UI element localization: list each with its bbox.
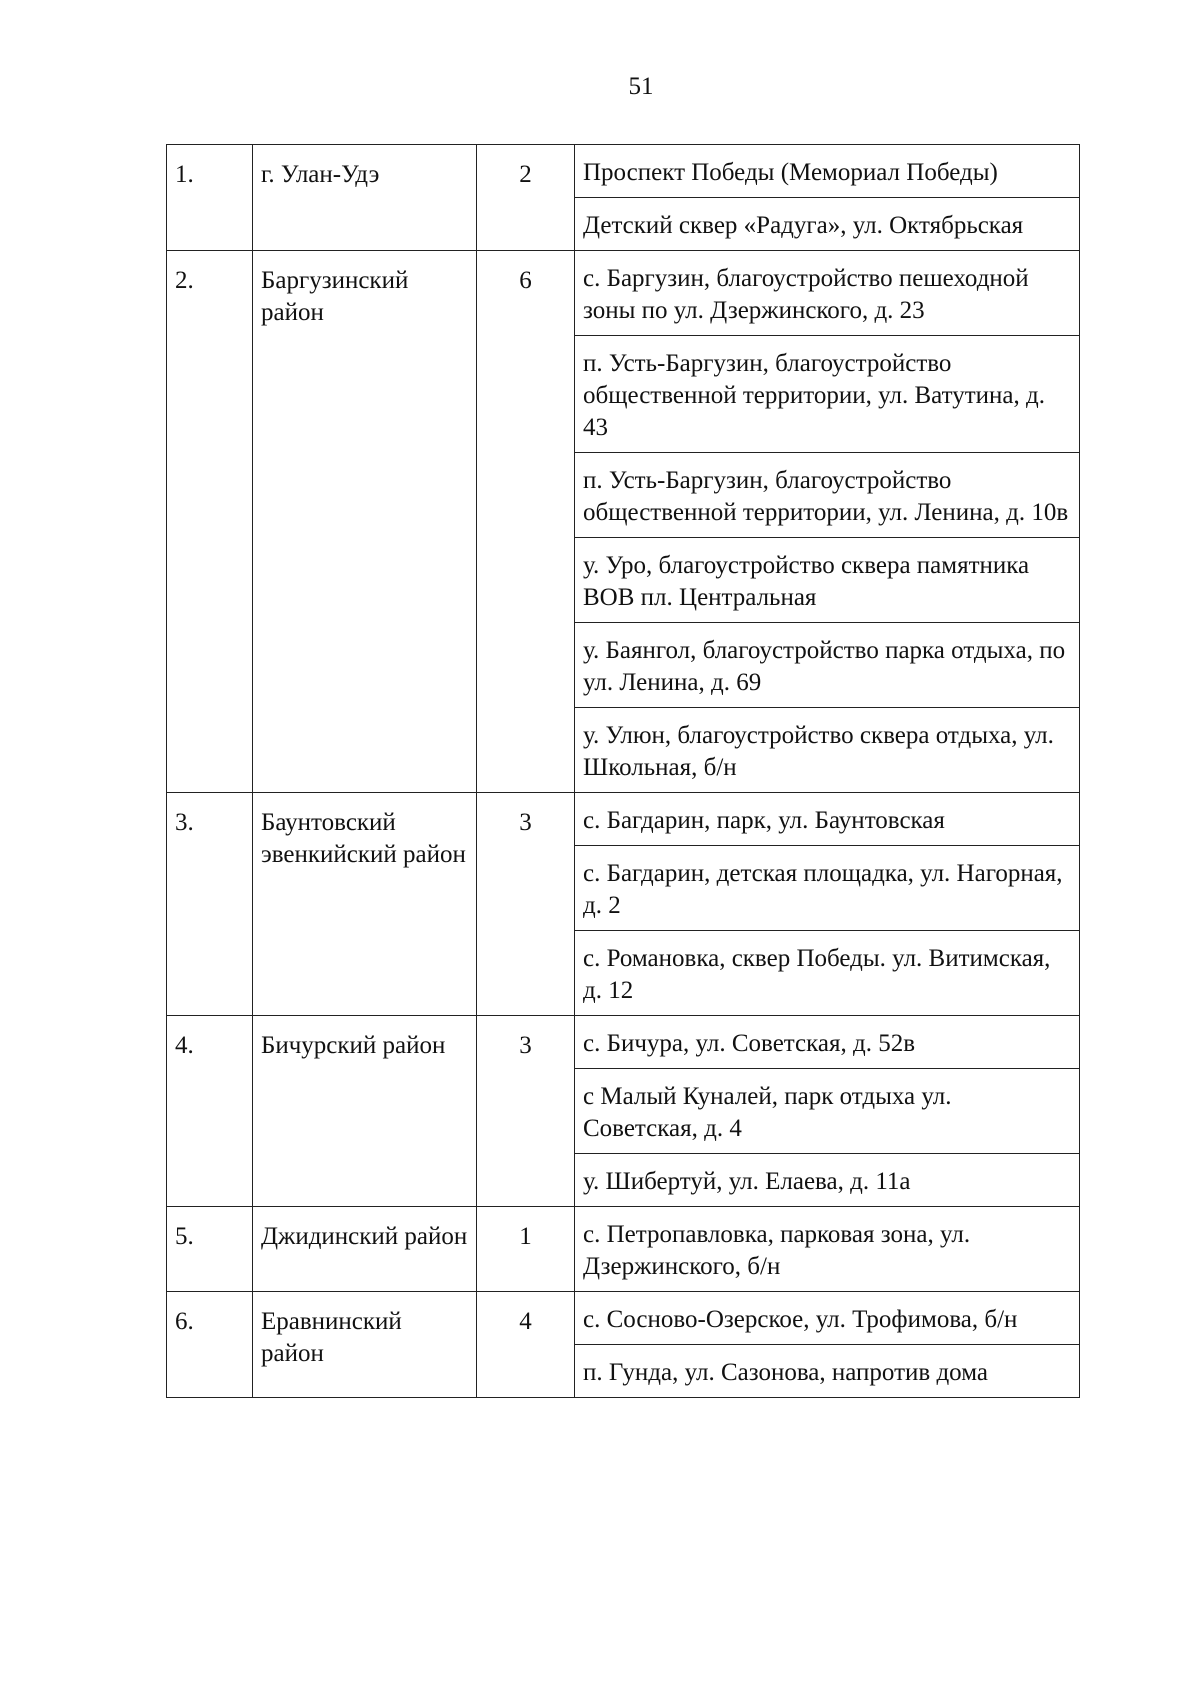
place-text: у. Улюн, благоустройство сквера отдыха, ул. Школьная, б/н: [583, 722, 1054, 781]
district-text: Еравнинский район: [261, 1308, 402, 1367]
row-number-text: 5.: [175, 1223, 194, 1250]
place-text: с. Бичура, ул. Советская, д. 52в: [583, 1030, 916, 1057]
count-text: 3: [519, 1032, 532, 1059]
place-text: с. Сосново-Озерское, ул. Трофимова, б/н: [583, 1306, 1018, 1333]
row-number-cell: [167, 1016, 253, 1207]
table-row: [167, 251, 1080, 336]
row-number-cell: [167, 1207, 253, 1292]
row-number-text: 3.: [175, 809, 194, 836]
place-text: с. Баргузин, благоустройство пешеходной зоны по ул. Дзержинского, д. 23: [583, 265, 1029, 324]
row-number-text: 2.: [175, 267, 194, 294]
count-cell: [477, 145, 575, 251]
count-cell: [477, 1292, 575, 1398]
row-number-cell: [167, 793, 253, 1016]
district-cell: [253, 145, 477, 251]
district-text: Баргузинский район: [261, 267, 409, 326]
place-text: Детский сквер «Радуга», ул. Октябрьская: [583, 212, 1024, 239]
place-cell: [575, 1069, 1080, 1154]
place-cell: [575, 846, 1080, 931]
row-number-text: 6.: [175, 1308, 194, 1335]
count-cell: [477, 251, 575, 793]
row-number-cell: [167, 145, 253, 251]
place-text: с. Романовка, сквер Победы. ул. Витимская, д. 12: [583, 945, 1051, 1004]
place-text: с Малый Куналей, парк отдыха ул. Советская, д. 4: [583, 1083, 952, 1142]
table-row: [167, 1207, 1080, 1292]
row-number-cell: [167, 1292, 253, 1398]
place-cell: [575, 1345, 1080, 1398]
row-number-text: 1.: [175, 161, 194, 188]
place-cell: [575, 1292, 1080, 1345]
place-text: с. Петропавловка, парковая зона, ул. Дзержинского, б/н: [583, 1221, 971, 1280]
table-row: [167, 793, 1080, 846]
territories-table: [166, 144, 1080, 1398]
row-number-text: 4.: [175, 1032, 194, 1059]
district-cell: [253, 1016, 477, 1207]
place-text: п. Гунда, ул. Сазонова, напротив дома: [583, 1359, 988, 1386]
table-row: [167, 1292, 1080, 1345]
place-cell: [575, 336, 1080, 453]
district-cell: [253, 1207, 477, 1292]
place-cell: [575, 1016, 1080, 1069]
district-text: Баунтовский эвенкийский район: [261, 809, 466, 868]
place-cell: [575, 145, 1080, 198]
place-cell: [575, 538, 1080, 623]
count-cell: [477, 793, 575, 1016]
count-text: 1: [519, 1223, 532, 1250]
page-number: 51: [628, 73, 654, 100]
district-text: г. Улан-Удэ: [261, 161, 380, 188]
place-cell: [575, 453, 1080, 538]
place-text: у. Уро, благоустройство сквера памятника ВОВ пл. Центральная: [583, 552, 1030, 611]
place-text: у. Шибертуй, ул. Елаева, д. 11а: [583, 1168, 911, 1195]
district-cell: [253, 251, 477, 793]
place-cell: [575, 623, 1080, 708]
place-cell: [575, 793, 1080, 846]
place-text: п. Усть-Баргузин, благоустройство общественной территории, ул. Ленина, д. 10в: [583, 467, 1069, 526]
district-text: Джидинский район: [261, 1223, 468, 1250]
count-cell: [477, 1016, 575, 1207]
place-cell: [575, 1154, 1080, 1207]
table-row: [167, 145, 1080, 198]
district-cell: [253, 793, 477, 1016]
table-row: [167, 1016, 1080, 1069]
count-cell: [477, 1207, 575, 1292]
count-text: 4: [519, 1308, 532, 1335]
district-cell: [253, 1292, 477, 1398]
table-body: [167, 145, 1080, 1398]
place-cell: [575, 251, 1080, 336]
place-text: Проспект Победы (Мемориал Победы): [583, 159, 998, 186]
place-text: с. Багдарин, детская площадка, ул. Нагорная, д. 2: [583, 860, 1063, 919]
place-text: у. Баянгол, благоустройство парка отдыха, по ул. Ленина, д. 69: [583, 637, 1066, 696]
row-number-cell: [167, 251, 253, 793]
place-cell: [575, 708, 1080, 793]
count-text: 2: [519, 161, 532, 188]
place-cell: [575, 198, 1080, 251]
place-cell: [575, 1207, 1080, 1292]
count-text: 6: [519, 267, 532, 294]
place-text: с. Багдарин, парк, ул. Баунтовская: [583, 807, 945, 834]
place-text: п. Усть-Баргузин, благоустройство общественной территории, ул. Ватутина, д. 43: [583, 350, 1045, 441]
district-text: Бичурский район: [261, 1032, 446, 1059]
count-text: 3: [519, 809, 532, 836]
place-cell: [575, 931, 1080, 1016]
